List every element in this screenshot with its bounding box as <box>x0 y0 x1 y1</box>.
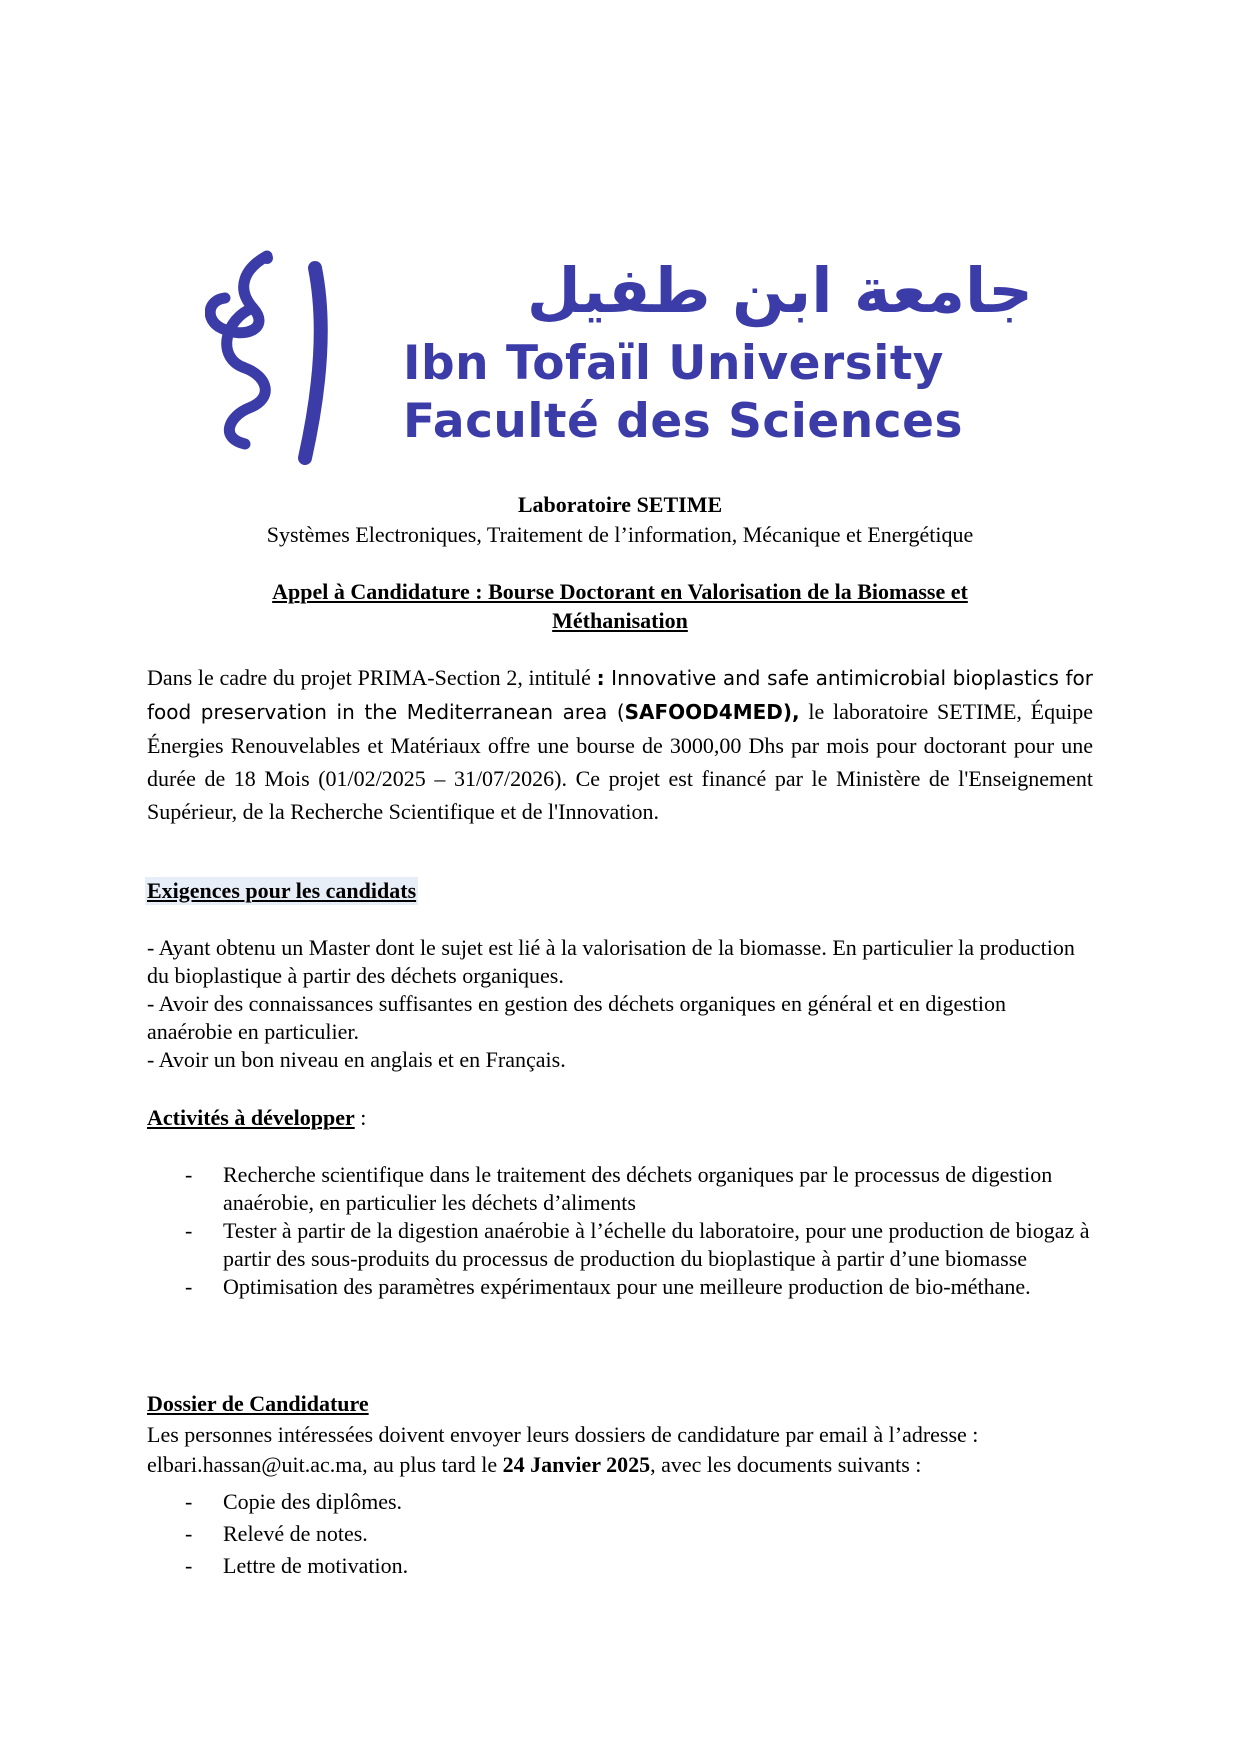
intro-colon: : <box>596 666 605 690</box>
document-text: Copie des diplômes. <box>223 1489 403 1514</box>
activities-heading-row <box>147 1104 366 1132</box>
activities-heading: Activités à développer <box>147 1105 355 1130</box>
lab-name: Laboratoire SETIME <box>517 492 723 517</box>
intro-text-2: le laboratoire SETIME, Équipe Énergies Renouvelables et Matériaux offre une bourse de 3000,00 Dhs par mois pour doctorant pour une durée de 18 Mois (01/02/2025 – 31/07/2026). Ce projet est financé par le Ministère de l'Enseignement Supérieur, de la Recherche Scientifique et de l'Innovation. <box>147 699 1093 824</box>
document-text: Relevé de notes. <box>223 1521 368 1546</box>
activities-heading-suffix: : <box>354 1105 367 1130</box>
list-bullet: - <box>185 1521 193 1546</box>
page-title-line-1: Appel à Candidature : Bourse Doctorant en Valorisation de la Biomasse et <box>272 579 968 604</box>
deadline-date: 24 Janvier 2025 <box>502 1452 651 1477</box>
document-item <box>147 1550 1097 1582</box>
activity-item <box>147 1273 1097 1301</box>
activity-text: Optimisation des paramètres expérimentaux pour une meilleure production de bio-méthane. <box>223 1274 1031 1299</box>
list-bullet: - <box>185 1274 193 1299</box>
activity-text: Recherche scientifique dans le traitement des déchets organiques par le processus de digestion anaérobie, en particulier les déchets d’aliments <box>223 1162 1053 1215</box>
document-item <box>147 1486 1097 1518</box>
project-acronym: SAFOOD4MED), <box>624 700 800 724</box>
requirement-item: - Avoir des connaissances suffisantes en gestion des déchets organiques en général et en digestion anaérobie en particulier. <box>147 991 1006 1044</box>
requirement-item: - Avoir un bon niveau en anglais et en Français. <box>147 1047 566 1072</box>
logo-faculty-name: Faculté des Sciences <box>403 394 963 449</box>
logo-arabic-name: جامعة ابن طفيل <box>526 254 1033 327</box>
university-logo <box>205 248 1035 468</box>
documents-list <box>147 1486 1097 1582</box>
dossier-heading: Dossier de Candidature <box>147 1391 369 1416</box>
activity-item <box>147 1161 1097 1217</box>
university-emblem-icon <box>205 248 365 468</box>
intro-paragraph <box>147 661 1093 828</box>
page-title-line-2: Méthanisation <box>552 608 688 633</box>
requirements-list <box>147 934 1093 1074</box>
intro-text-1: Dans le cadre du projet PRIMA-Section 2, intitulé <box>147 665 597 690</box>
dossier-paragraph <box>147 1420 1093 1480</box>
activity-text: Tester à partir de la digestion anaérobie à l’échelle du laboratoire, pour une production de biogaz à partir des sous-produits du processus de production du bioplastique à partir d’une biomasse <box>223 1218 1090 1271</box>
list-bullet: - <box>185 1489 193 1514</box>
requirement-item: - Ayant obtenu un Master dont le sujet est lié à la valorisation de la biomasse. En particulier la production du bioplastique à partir des déchets organiques. <box>147 935 1075 988</box>
document-item <box>147 1518 1097 1550</box>
list-bullet: - <box>185 1218 193 1243</box>
lab-full-name: Systèmes Electroniques, Traitement de l’information, Mécanique et Energétique <box>266 522 974 547</box>
list-bullet: - <box>185 1553 193 1578</box>
dossier-text-1: Les personnes intéressées doivent envoyer leurs dossiers de candidature par email à l’adresse : elbari.hassan@uit.ac.ma, au plus tard le <box>147 1422 979 1477</box>
activities-list <box>147 1161 1097 1301</box>
project-title: Innovative and safe antimicrobial bioplastics for food preservation in the Mediterranean area ( <box>147 666 1093 724</box>
logo-university-name: Ibn Tofaïl University <box>403 336 944 391</box>
document-text: Lettre de motivation. <box>223 1553 409 1578</box>
activity-item <box>147 1217 1097 1273</box>
requirements-heading: Exigences pour les candidats <box>147 878 417 903</box>
dossier-text-2: , avec les documents suivants : <box>650 1452 922 1477</box>
list-bullet: - <box>185 1162 193 1187</box>
